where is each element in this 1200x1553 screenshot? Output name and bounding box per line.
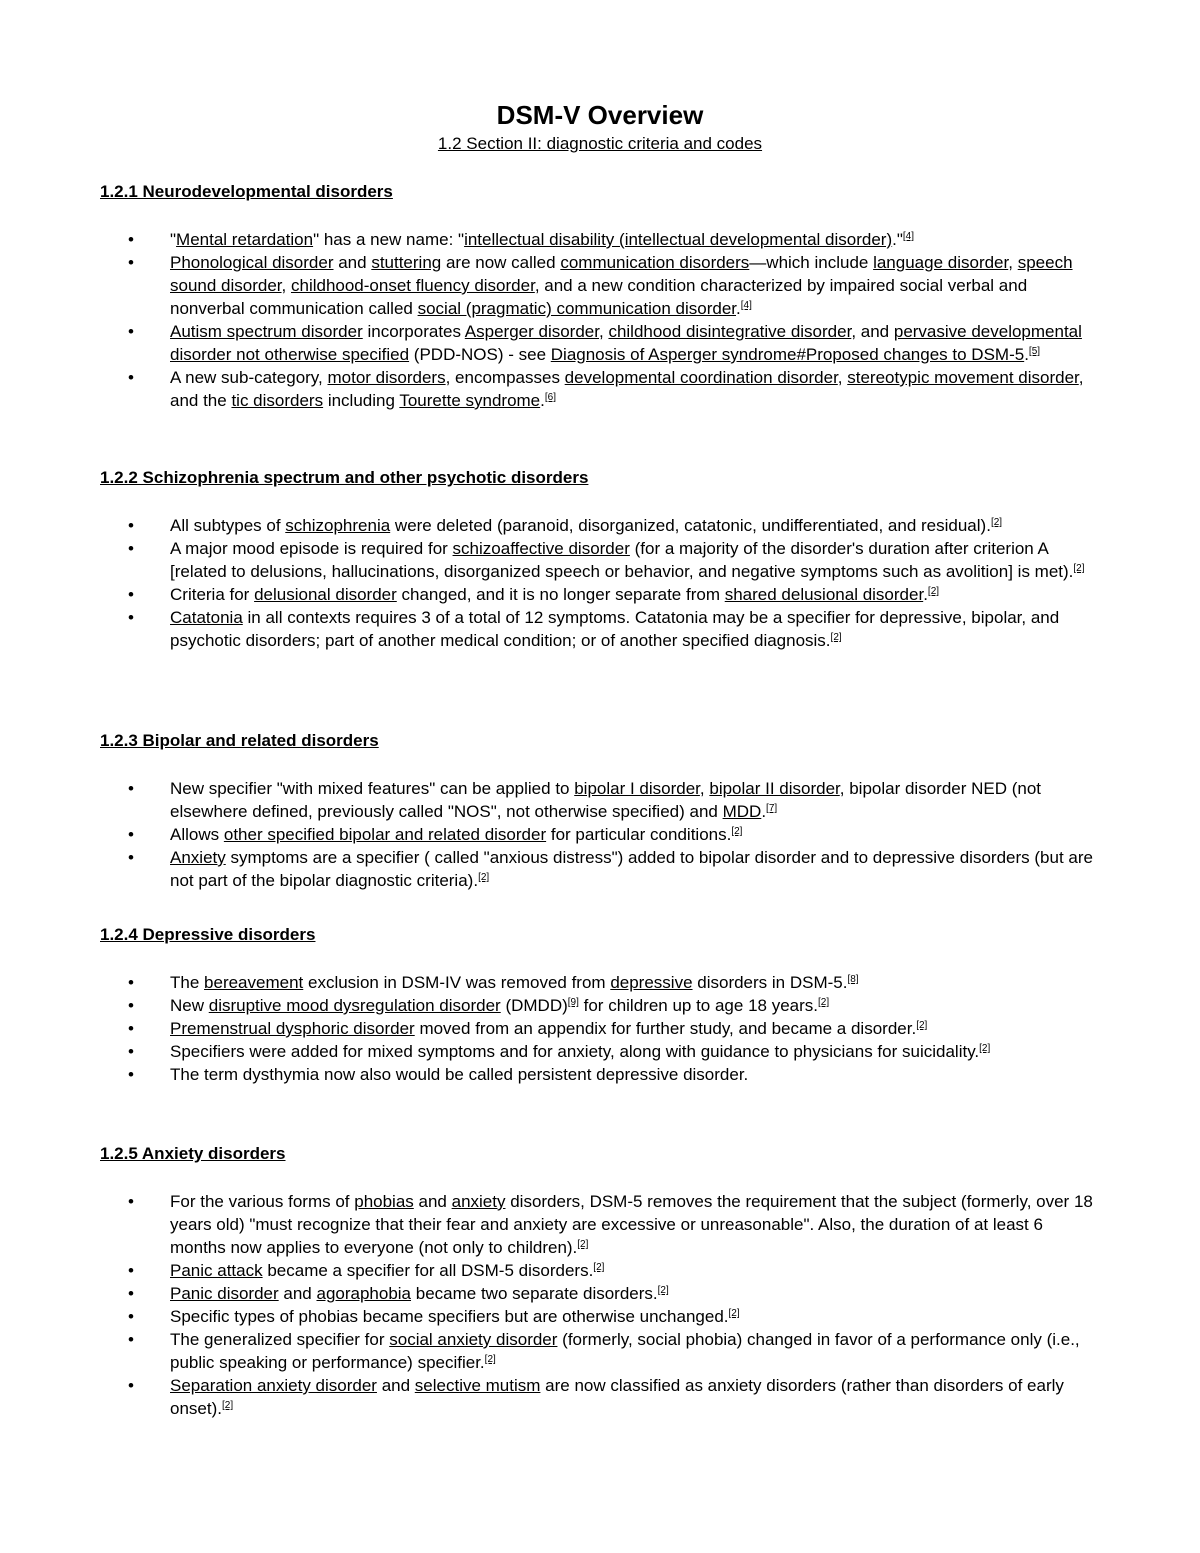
citation-link[interactable]: [2] [221, 1400, 234, 1411]
section-schizophrenia [100, 468, 1100, 652]
bullet-icon: • [128, 1192, 134, 1211]
citation-link[interactable]: [2] [657, 1285, 669, 1296]
bullet-icon: • [128, 585, 134, 604]
list-item [100, 514, 1094, 537]
link[interactable]: Mental retardation [176, 230, 314, 249]
text: The generalized specifier for [170, 1330, 390, 1349]
list-item [100, 537, 1094, 583]
list-item [100, 1040, 1094, 1063]
link[interactable]: childhood-onset fluency disorder [290, 276, 535, 295]
bullet-icon: • [128, 848, 134, 867]
text: symptoms are a specifier ( called "anxious distress") added to bipolar disorder and to depressive disorders (but are not part of the bipolar diagnostic criteria). [170, 848, 1093, 890]
bullet-icon: • [128, 1065, 134, 1084]
citation-link[interactable]: [7] [766, 803, 778, 814]
link[interactable]: Separation anxiety disorder [170, 1376, 377, 1395]
bullet-icon: • [128, 253, 134, 272]
bullet-icon: • [128, 322, 134, 341]
bullet-icon: • [128, 779, 134, 798]
list-item [100, 1259, 1094, 1282]
citation-link[interactable]: [2] [927, 586, 940, 597]
text: New [170, 996, 209, 1015]
text: , [699, 779, 710, 798]
link[interactable]: schizoaffective disorder [452, 539, 630, 558]
text: (formerly, social phobia) changed in favor of a performance only (i.e., public speaking or performance) specifier. [170, 1330, 1080, 1372]
list-item [100, 777, 1094, 823]
bullet-icon: • [128, 996, 134, 1015]
link[interactable]: intellectual disability (intellectual developmental disorder) [464, 230, 893, 249]
link[interactable]: bereavement [204, 973, 304, 992]
bullet-icon: • [128, 516, 134, 535]
text: for children up to age 18 years. [578, 996, 818, 1015]
text: incorporates [362, 322, 465, 341]
section-anxiety [100, 1144, 1100, 1420]
text: , [1008, 253, 1018, 272]
citation-link[interactable]: [8] [847, 974, 859, 985]
citation-link[interactable]: [6] [544, 392, 556, 403]
list-item [100, 320, 1094, 366]
text: became two separate disorders. [411, 1284, 658, 1303]
citation-link[interactable]: [2] [979, 1043, 991, 1054]
link[interactable]: bipolar I disorder [574, 779, 700, 798]
link[interactable]: pervasive developmental disorder not otherwise specified [170, 322, 1082, 364]
citation-link[interactable]: [9] [567, 997, 579, 1008]
text: for particular conditions. [546, 825, 732, 844]
citation-link[interactable]: [2] [577, 1239, 589, 1250]
list-item [100, 994, 1094, 1017]
list-item [100, 1190, 1094, 1259]
text: . [1024, 345, 1029, 364]
section-heading[interactable]: 1.2.4 Depressive disorders [100, 925, 316, 944]
link[interactable]: Anxiety [170, 848, 226, 867]
citation-link[interactable]: [2] [478, 872, 490, 883]
link[interactable]: Panic disorder [170, 1284, 279, 1303]
text: were deleted (paranoid, disorganized, catatonic, undifferentiated, and residual). [390, 516, 991, 535]
citation-link[interactable]: [2] [1073, 563, 1085, 574]
link[interactable]: tic disorders [231, 391, 324, 410]
bullet-icon: • [128, 608, 134, 627]
link[interactable]: shared delusional disorder [724, 585, 924, 604]
list-item [100, 1282, 1094, 1305]
citation-link[interactable]: [2] [593, 1262, 605, 1273]
list-item [100, 823, 1094, 846]
text: The [170, 973, 205, 992]
text: and [413, 1192, 452, 1211]
link[interactable]: stereotypic movement disorder [847, 368, 1079, 387]
bullet-icon: • [128, 230, 134, 249]
section-heading[interactable]: 1.2.3 Bipolar and related disorders [100, 731, 379, 750]
text: ." [892, 230, 903, 249]
link[interactable]: social (pragmatic) communication disorder [417, 299, 736, 318]
text: , encompasses [445, 368, 565, 387]
link[interactable]: Diagnosis of Asperger syndrome#Proposed changes to DSM-5 [550, 345, 1025, 364]
text: and [376, 1376, 415, 1395]
bullet-icon: • [128, 973, 134, 992]
bullet-list [100, 777, 1100, 892]
list-item [100, 1374, 1094, 1420]
section-heading[interactable]: 1.2.5 Anxiety disorders [100, 1144, 286, 1163]
text: disorders, DSM-5 removes the requirement that the subject (formerly, over 18 years old) "must recognize that their fear and anxiety are excessive or unreasonable". Also, the duration of at least 6 months now applies to everyone (not only to children). [170, 1192, 1093, 1257]
link[interactable]: childhood disintegrative disorder [608, 322, 852, 341]
text: , [598, 322, 609, 341]
text: and [333, 253, 372, 272]
text: Criteria for [170, 585, 255, 604]
link[interactable]: communication disorders [560, 253, 750, 272]
text: A new sub-category, [170, 368, 328, 387]
text: —which include [749, 253, 874, 272]
citation-link[interactable]: [5] [1028, 346, 1041, 357]
list-item [100, 251, 1094, 320]
citation-link[interactable]: [4] [902, 231, 915, 242]
link[interactable]: phobias [354, 1192, 414, 1211]
list-item [100, 228, 1094, 251]
bullet-icon: • [128, 1042, 134, 1061]
text: , [281, 276, 291, 295]
link[interactable]: Autism spectrum disorder [170, 322, 363, 341]
text: . [736, 299, 741, 318]
text: All subtypes of [170, 516, 286, 535]
text: , and [851, 322, 894, 341]
text: Specific types of phobias became specifiers but are otherwise unchanged. [170, 1307, 729, 1326]
link[interactable]: other specified bipolar and related disorder [223, 825, 547, 844]
link[interactable]: motor disorders [327, 368, 446, 387]
list-item [100, 846, 1094, 892]
list-item [100, 1328, 1094, 1374]
bullet-icon: • [128, 1019, 134, 1038]
citation-link[interactable]: [2] [818, 997, 830, 1008]
link[interactable]: Tourette syndrome [399, 391, 541, 410]
section-heading[interactable]: 1.2.2 Schizophrenia spectrum and other psychotic disorders [100, 468, 589, 487]
list-item [100, 971, 1094, 994]
citation-link[interactable]: [2] [728, 1308, 740, 1319]
citation-link[interactable]: [4] [740, 300, 752, 311]
link[interactable]: anxiety [451, 1192, 506, 1211]
section-heading[interactable]: 1.2.1 Neurodevelopmental disorders [100, 182, 393, 201]
section-depressive [100, 925, 1100, 1086]
bullet-icon: • [128, 539, 134, 558]
bullet-list [100, 971, 1100, 1086]
text: moved from an appendix for further study, and became a disorder. [414, 1019, 917, 1038]
list-item [100, 1305, 1094, 1328]
text: , [837, 368, 848, 387]
bullet-list [100, 1190, 1100, 1420]
bullet-icon: • [128, 368, 134, 387]
text: A major mood episode is required for [170, 539, 453, 558]
text: New specifier "with mixed features" can be applied to [170, 779, 575, 798]
link[interactable]: agoraphobia [316, 1284, 412, 1303]
text: , and the [170, 368, 1084, 410]
text: are now classified as anxiety disorders (rather than disorders of early onset). [170, 1376, 1064, 1418]
text: " has a new name: " [313, 230, 465, 249]
link[interactable]: Panic attack [170, 1261, 263, 1280]
text: . [540, 391, 545, 410]
citation-link[interactable]: [2] [731, 826, 743, 837]
list-item [100, 1063, 1094, 1086]
text: Allows [170, 825, 224, 844]
link[interactable]: bipolar II disorder [709, 779, 840, 798]
link[interactable]: selective mutism [414, 1376, 541, 1395]
link[interactable]: social anxiety disorder [389, 1330, 558, 1349]
document-subtitle[interactable]: 1.2 Section II: diagnostic criteria and codes [437, 134, 763, 153]
citation-link[interactable]: [2] [484, 1354, 496, 1365]
link[interactable]: speech sound disorder [170, 253, 1073, 295]
bullet-icon: • [128, 1330, 134, 1349]
link[interactable]: depressive [610, 973, 693, 992]
list-item [100, 606, 1094, 652]
section-bipolar [100, 731, 1100, 892]
text: are now called [441, 253, 561, 272]
list-item [100, 366, 1094, 412]
text: including [323, 391, 400, 410]
list-item [100, 583, 1094, 606]
text: . [923, 585, 928, 604]
link[interactable]: Asperger disorder [464, 322, 599, 341]
bullet-icon: • [128, 1284, 134, 1303]
link[interactable]: developmental coordination disorder [564, 368, 838, 387]
text: , and a new condition characterized by impaired social verbal and nonverbal communication called [170, 276, 1028, 318]
bullet-list [100, 228, 1100, 412]
text: , bipolar disorder NED (not elsewhere defined, previously called "NOS", not otherwise specified) and [170, 779, 1042, 821]
link[interactable]: stuttering [371, 253, 442, 272]
citation-link[interactable]: [2] [916, 1020, 928, 1031]
bullet-icon: • [128, 1376, 134, 1395]
link[interactable]: Catatonia [170, 608, 243, 627]
text: (for a majority of the disorder's duration after criterion A [related to delusions, hallucinations, disorganized speech or behavior, and negative symptoms such as avolition] is met). [170, 539, 1074, 581]
text: The term dysthymia now also would be called persistent depressive disorder. [170, 1065, 749, 1084]
bullet-icon: • [128, 825, 134, 844]
bullet-icon: • [128, 1307, 134, 1326]
text: changed, and it is no longer separate from [396, 585, 725, 604]
link[interactable]: Phonological disorder [170, 253, 334, 272]
text: disorders in DSM-5. [692, 973, 848, 992]
citation-link[interactable]: [2] [830, 632, 842, 643]
link[interactable]: language disorder [873, 253, 1009, 272]
link[interactable]: schizophrenia [285, 516, 391, 535]
bullet-icon: • [128, 1261, 134, 1280]
text: . [761, 802, 767, 821]
text: (DMDD) [500, 996, 568, 1015]
link[interactable]: disruptive mood dysregulation disorder [208, 996, 501, 1015]
text: For the various forms of [170, 1192, 355, 1211]
text: " [170, 230, 177, 249]
text: became a specifier for all DSM-5 disorders. [262, 1261, 594, 1280]
bullet-list [100, 514, 1100, 652]
citation-link[interactable]: [2] [990, 517, 1003, 528]
text: Specifiers were added for mixed symptoms and for anxiety, along with guidance to physicians for suicidality. [170, 1042, 980, 1061]
text: in all contexts requires 3 of a total of 12 symptoms. Catatonia may be a specifier for depressive, bipolar, and psychotic disorders; part of another medical condition; or of another specified diagnosis. [170, 608, 1060, 650]
link[interactable]: Premenstrual dysphoric disorder [170, 1019, 415, 1038]
list-item [100, 1017, 1094, 1040]
section-neurodevelopmental [100, 182, 1100, 412]
text: and [278, 1284, 317, 1303]
document-title: DSM-V Overview [496, 100, 704, 130]
text: (PDD-NOS) - see [409, 345, 551, 364]
link[interactable]: MDD [722, 802, 762, 821]
text: exclusion in DSM-IV was removed from [303, 973, 611, 992]
link[interactable]: delusional disorder [254, 585, 397, 604]
